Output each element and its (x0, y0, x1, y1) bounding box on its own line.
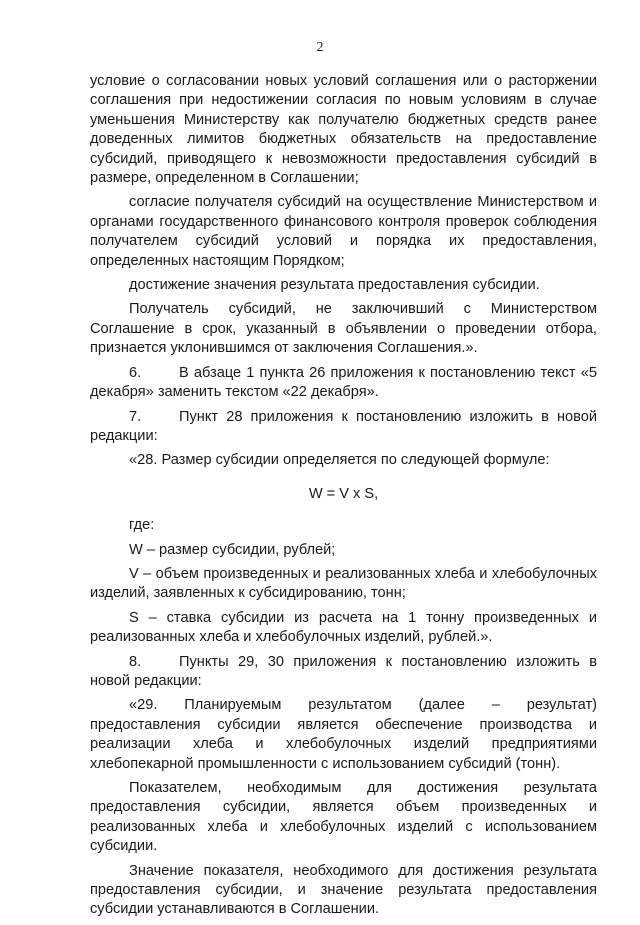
paragraph: V – объем произведенных и реализованных хлеба и хлебобулочных изделий, заявленных к субсидированию, тонн; (90, 565, 597, 602)
numbered-item-6 (90, 364, 597, 403)
item-text: В абзаце 1 пункта 26 приложения к постановлению текст «5 декабря» заменить текстом «22 декабря». (90, 364, 597, 401)
page-number: 2 (316, 40, 324, 55)
paragraph: достижение значения результата предоставления субсидии. (129, 277, 540, 294)
paragraph: «28. Размер субсидии определяется по следующей формуле: (129, 452, 550, 469)
paragraph: Получатель субсидий, не заключивший с Министерством Соглашение в срок, указанный в объявлении о проведении отбора, признается уклонившимся от заключения Соглашения.». (90, 301, 597, 357)
paragraph: условие о согласовании новых условий соглашения или о расторжении соглашения при недостижении согласия по новым условиям в случае уменьшения Министерству как получателю бюджетных средств ранее доведенных лимитов бюджетных обязательств на предоставление субсидий, приводящего к невозможности предоставления субсидий в размере, определенном в Соглашении; (90, 73, 597, 187)
numbered-item-7 (90, 408, 597, 447)
paragraph: Показателем, необходимым для достижения результата предоставления субсидии, является объем произведенных и реализованных хлеба и хлебобулочных изделий с использованием субсидии. (90, 780, 597, 855)
item-number: 7. (129, 408, 142, 425)
item-number: 6. (129, 364, 142, 381)
paragraph: «29. Планируемым результатом (далее – результат) предоставления субсидии является обеспечение производства и реализации хлеба и хлебобулочных изделий предприятиями хлебопекарной промышленности с использованием субсидий (тонн). (90, 697, 597, 772)
item-number: 8. (129, 653, 142, 670)
item-text: Пункт 28 приложения к постановлению изложить в новой редакции: (90, 408, 597, 444)
paragraph: W – размер субсидии, рублей; (129, 541, 336, 558)
numbered-item-8 (90, 653, 597, 692)
formula: W = V x S, (308, 485, 379, 502)
paragraph: согласие получателя субсидий на осуществление Министерством и органами государственного финансового контроля проверок соблюдения получателем субсидий условий и порядка их предоставления, определенных настоящим Порядком; (90, 194, 597, 269)
document-body (90, 72, 597, 925)
item-text: Пункты 29, 30 приложения к постановлению изложить в новой редакции: (90, 653, 597, 689)
paragraph: Значение показателя, необходимого для достижения результата предоставления субсидии, и значение результата предоставления субсидии устанавливаются в Соглашении. (90, 862, 597, 918)
paragraph: S – ставка субсидии из расчета на 1 тонну произведенных и реализованных хлеба и хлебобулочных изделий, рублей.». (90, 609, 597, 646)
paragraph: где: (129, 517, 155, 534)
